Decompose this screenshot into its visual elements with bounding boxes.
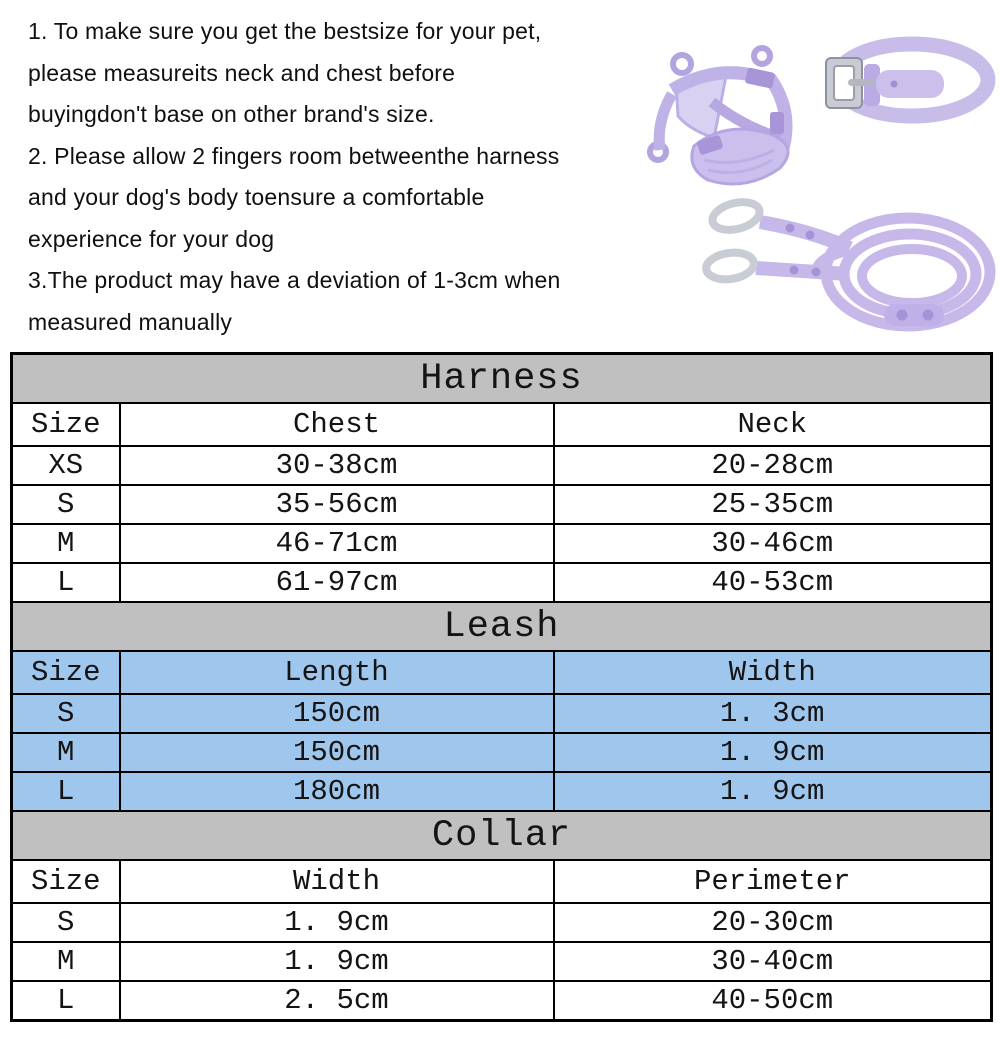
section-title: Leash	[12, 602, 992, 651]
table-cell: 40-50cm	[554, 981, 992, 1021]
table-cell: L	[12, 563, 120, 602]
note-line: and your dog's body toensure a comfortable	[28, 184, 485, 210]
table-cell: 150cm	[120, 733, 554, 772]
table-cell: 40-53cm	[554, 563, 992, 602]
note-line: please measureits neck and chest before	[28, 59, 456, 86]
table-row	[12, 563, 992, 602]
table-cell: 46-71cm	[120, 524, 554, 563]
column-header: Size	[12, 403, 120, 446]
table-cell: 1. 9cm	[554, 772, 992, 811]
table-row	[12, 733, 992, 772]
harness-header-row	[12, 403, 992, 446]
table-row	[12, 903, 992, 942]
table-cell: 20-30cm	[554, 903, 992, 942]
table-row	[12, 942, 992, 981]
column-header: Width	[554, 651, 992, 694]
table-cell: 1. 9cm	[120, 903, 554, 942]
table-cell: M	[12, 524, 120, 563]
leash-section	[12, 602, 992, 651]
table-cell: 150cm	[120, 694, 554, 733]
table-cell: 30-38cm	[120, 446, 554, 485]
table-cell: 180cm	[120, 772, 554, 811]
column-header: Size	[12, 860, 120, 903]
table-cell: XS	[12, 446, 120, 485]
column-header: Size	[12, 651, 120, 694]
table-cell: L	[12, 772, 120, 811]
column-header: Chest	[120, 403, 554, 446]
table-row	[12, 694, 992, 733]
note-line: buyingdon't base on other brand's size.	[28, 101, 435, 127]
table-row	[12, 524, 992, 563]
table-row	[12, 981, 992, 1021]
table-cell: L	[12, 981, 120, 1021]
table-cell: M	[12, 942, 120, 981]
table-cell: 30-46cm	[554, 524, 992, 563]
sizing-notes	[28, 11, 638, 343]
collar-image	[818, 28, 996, 138]
table-row	[12, 446, 992, 485]
table-cell: M	[12, 733, 120, 772]
table-cell: S	[12, 903, 120, 942]
harness-section	[12, 354, 992, 404]
column-header: Width	[120, 860, 554, 903]
column-header: Perimeter	[554, 860, 992, 903]
table-row	[12, 485, 992, 524]
table-cell: 2. 5cm	[120, 981, 554, 1021]
note-line: 2. Please allow 2 fingers room betweenthe harness	[28, 142, 560, 169]
table-cell: 1. 9cm	[120, 942, 554, 981]
note-line: measured manually	[28, 308, 233, 335]
table-cell: 35-56cm	[120, 485, 554, 524]
section-title: Collar	[12, 811, 992, 860]
size-chart-table	[10, 352, 993, 1022]
table-cell: 20-28cm	[554, 446, 992, 485]
column-header: Neck	[554, 403, 992, 446]
collar-section	[12, 811, 992, 860]
section-title: Harness	[12, 354, 992, 404]
table-cell: S	[12, 694, 120, 733]
table-cell: 30-40cm	[554, 942, 992, 981]
note-line: 3.The product may have a deviation of 1-3cm when	[28, 267, 561, 293]
table-cell: 1. 3cm	[554, 694, 992, 733]
note-line: 1. To make sure you get the bestsize for your pet,	[28, 18, 542, 44]
note-line: experience for your dog	[28, 225, 275, 252]
leash-image	[698, 190, 998, 340]
collar-header-row	[12, 860, 992, 903]
table-cell: 25-35cm	[554, 485, 992, 524]
table-cell: 1. 9cm	[554, 733, 992, 772]
table-cell: S	[12, 485, 120, 524]
leash-header-row	[12, 651, 992, 694]
product-photos	[620, 0, 1000, 352]
table-row	[12, 772, 992, 811]
column-header: Length	[120, 651, 554, 694]
table-cell: 61-97cm	[120, 563, 554, 602]
harness-image	[642, 42, 807, 197]
size-chart	[10, 352, 993, 1022]
